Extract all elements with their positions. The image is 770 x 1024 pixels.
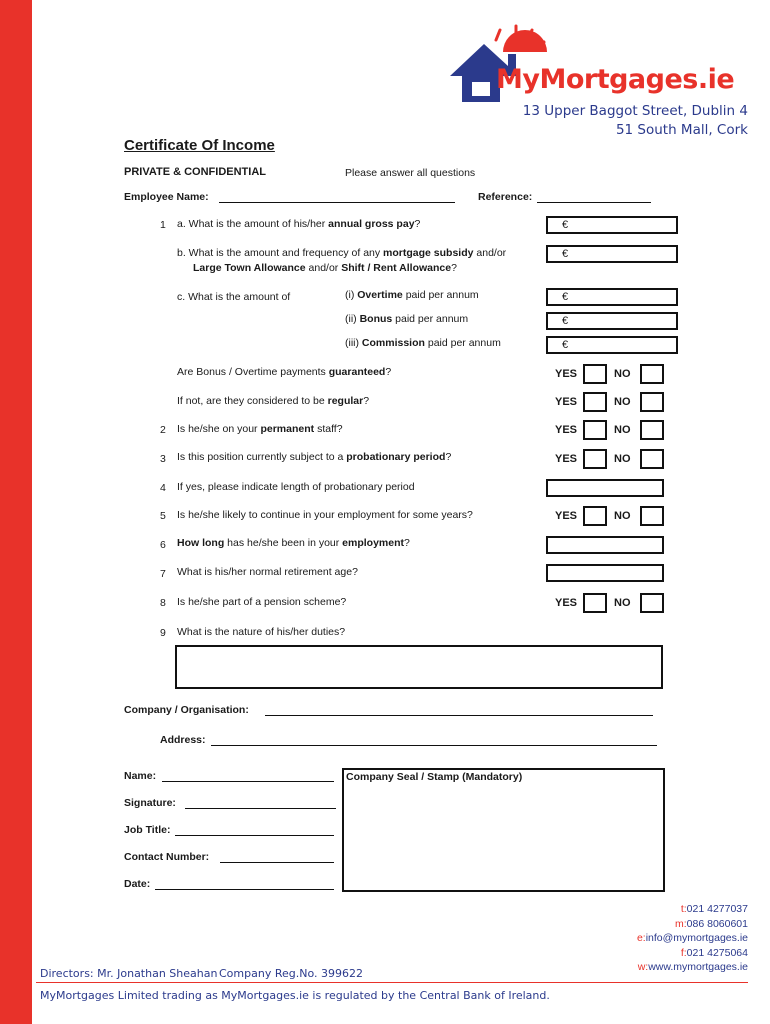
yes-label: YES [555, 510, 578, 522]
address-line-2: 51 South Mall, Cork [615, 122, 748, 138]
no-label: NO [614, 368, 631, 380]
q1c-iii-text: (iii) Commission paid per annum [345, 337, 501, 349]
regular-text: If not, are they considered to be regular? [177, 395, 370, 407]
address-label: Address: [160, 734, 206, 746]
mobile-text: 086 8060601 [686, 917, 748, 930]
q1a-text: a. What is the amount of his/her annual gross pay? [177, 218, 421, 230]
pension-yes-checkbox[interactable] [583, 593, 607, 613]
regular-yes-checkbox[interactable] [583, 392, 607, 412]
company-seal-box[interactable] [342, 768, 665, 892]
question-number: 5 [160, 510, 166, 522]
probation-length-field[interactable] [546, 479, 664, 497]
retirement-age-field[interactable] [546, 564, 664, 582]
q8-text: Is he/she part of a pension scheme? [177, 596, 347, 608]
address-line-1: 13 Upper Baggot Street, Dublin 4 [522, 103, 748, 119]
overtime-amount-field[interactable]: € [546, 288, 678, 306]
page-title: Certificate Of Income [124, 137, 275, 154]
yes-label: YES [555, 396, 578, 408]
regular-no-checkbox[interactable] [640, 392, 664, 412]
continue-yes-checkbox[interactable] [583, 506, 607, 526]
guaranteed-text: Are Bonus / Overtime payments guaranteed? [177, 366, 392, 378]
probation-no-checkbox[interactable] [640, 449, 664, 469]
q1b-text-1: b. What is the amount and frequency of any mortgage subsidy and/or [177, 247, 507, 259]
seal-label: Company Seal / Stamp (Mandatory) [346, 771, 523, 783]
name-label: Name: [124, 770, 157, 782]
q4-text: If yes, please indicate length of probationary period [177, 481, 415, 493]
q6-text: How long has he/she been in your employment? [177, 537, 410, 549]
question-number: 3 [160, 453, 166, 465]
q5-text: Is he/she likely to continue in your employment for some years? [177, 509, 473, 521]
yes-label: YES [555, 424, 578, 436]
contact-number-label: Contact Number: [124, 851, 210, 863]
guaranteed-no-checkbox[interactable] [640, 364, 664, 384]
phone-text: 021 4277037 [686, 903, 748, 915]
signature-label: Signature: [124, 797, 176, 809]
no-label: NO [614, 424, 631, 436]
address-field[interactable] [211, 745, 657, 746]
yes-label: YES [555, 597, 578, 609]
pension-no-checkbox[interactable] [640, 593, 664, 613]
name-field[interactable] [162, 781, 334, 782]
no-label: NO [614, 453, 631, 465]
employment-length-field[interactable] [546, 536, 664, 554]
date-label: Date: [124, 878, 151, 890]
reference-label: Reference: [478, 191, 533, 203]
q1c-i-text: (i) Overtime paid per annum [345, 289, 479, 301]
private-label: PRIVATE & CONFIDENTIAL [124, 166, 266, 178]
q1b-text-2: Large Town Allowance and/or Shift / Rent Allowance? [193, 262, 457, 274]
instruction-text: Please answer all questions [345, 167, 476, 179]
q9-text: What is the nature of his/her duties? [177, 626, 346, 638]
continue-no-checkbox[interactable] [640, 506, 664, 526]
q7-text: What is his/her normal retirement age? [177, 566, 358, 578]
q1a-amount-field[interactable]: € [546, 216, 678, 234]
permanent-yes-checkbox[interactable] [583, 420, 607, 440]
question-number: 2 [160, 424, 166, 436]
question-number: 9 [160, 627, 166, 639]
duties-textarea[interactable] [175, 645, 663, 689]
probation-yes-checkbox[interactable] [583, 449, 607, 469]
sun-icon [503, 30, 547, 52]
yes-label: YES [555, 453, 578, 465]
job-title-label: Job Title: [124, 824, 171, 836]
question-number: 1 [160, 219, 166, 231]
contact-number-field[interactable] [220, 862, 334, 863]
q1c-ii-text: (ii) Bonus paid per annum [345, 313, 469, 325]
regulated-text: MyMortgages Limited trading as MyMortgages.ie is regulated by the Central Bank of Ireland. [40, 989, 550, 1002]
signature-field[interactable] [185, 808, 336, 809]
footer-divider [36, 982, 748, 983]
red-side-bar [0, 0, 32, 1024]
website-link[interactable]: www.mymortgages.ie [648, 961, 748, 973]
q1c-text: c. What is the amount of [177, 291, 291, 303]
permanent-no-checkbox[interactable] [640, 420, 664, 440]
email-link[interactable]: info@mymortgages.ie [645, 932, 748, 944]
directors-text: Directors: Mr. Jonathan Sheahan [40, 967, 218, 980]
q1b-amount-field[interactable]: € [546, 245, 678, 263]
no-label: NO [614, 510, 631, 522]
question-number: 6 [160, 539, 166, 551]
bonus-amount-field[interactable]: € [546, 312, 678, 330]
company-field[interactable] [265, 715, 653, 716]
no-label: NO [614, 396, 631, 408]
employee-name-field[interactable] [219, 202, 455, 203]
guaranteed-yes-checkbox[interactable] [583, 364, 607, 384]
brand-name: MyMortgages.ie [496, 64, 735, 95]
employee-name-label: Employee Name: [124, 191, 209, 203]
question-number: 8 [160, 597, 166, 609]
fax-text: 021 4275064 [686, 946, 748, 959]
contact-block: t:021 4277037 m:086 8060601 e:info@mymortgages.ie f:021 4275064 w:www.mymortgages.ie [636, 903, 748, 973]
company-label: Company / Organisation: [124, 704, 249, 716]
question-number: 7 [160, 568, 166, 580]
yes-label: YES [555, 368, 578, 380]
commission-amount-field[interactable]: € [546, 336, 678, 354]
date-field[interactable] [155, 889, 334, 890]
company-reg-text: Company Reg.No. 399622 [219, 967, 363, 980]
q3-text: Is this position currently subject to a probationary period? [177, 451, 452, 463]
job-title-field[interactable] [175, 835, 334, 836]
no-label: NO [614, 597, 631, 609]
q2-text: Is he/she on your permanent staff? [177, 423, 343, 435]
question-number: 4 [160, 482, 166, 494]
reference-field[interactable] [537, 202, 651, 203]
